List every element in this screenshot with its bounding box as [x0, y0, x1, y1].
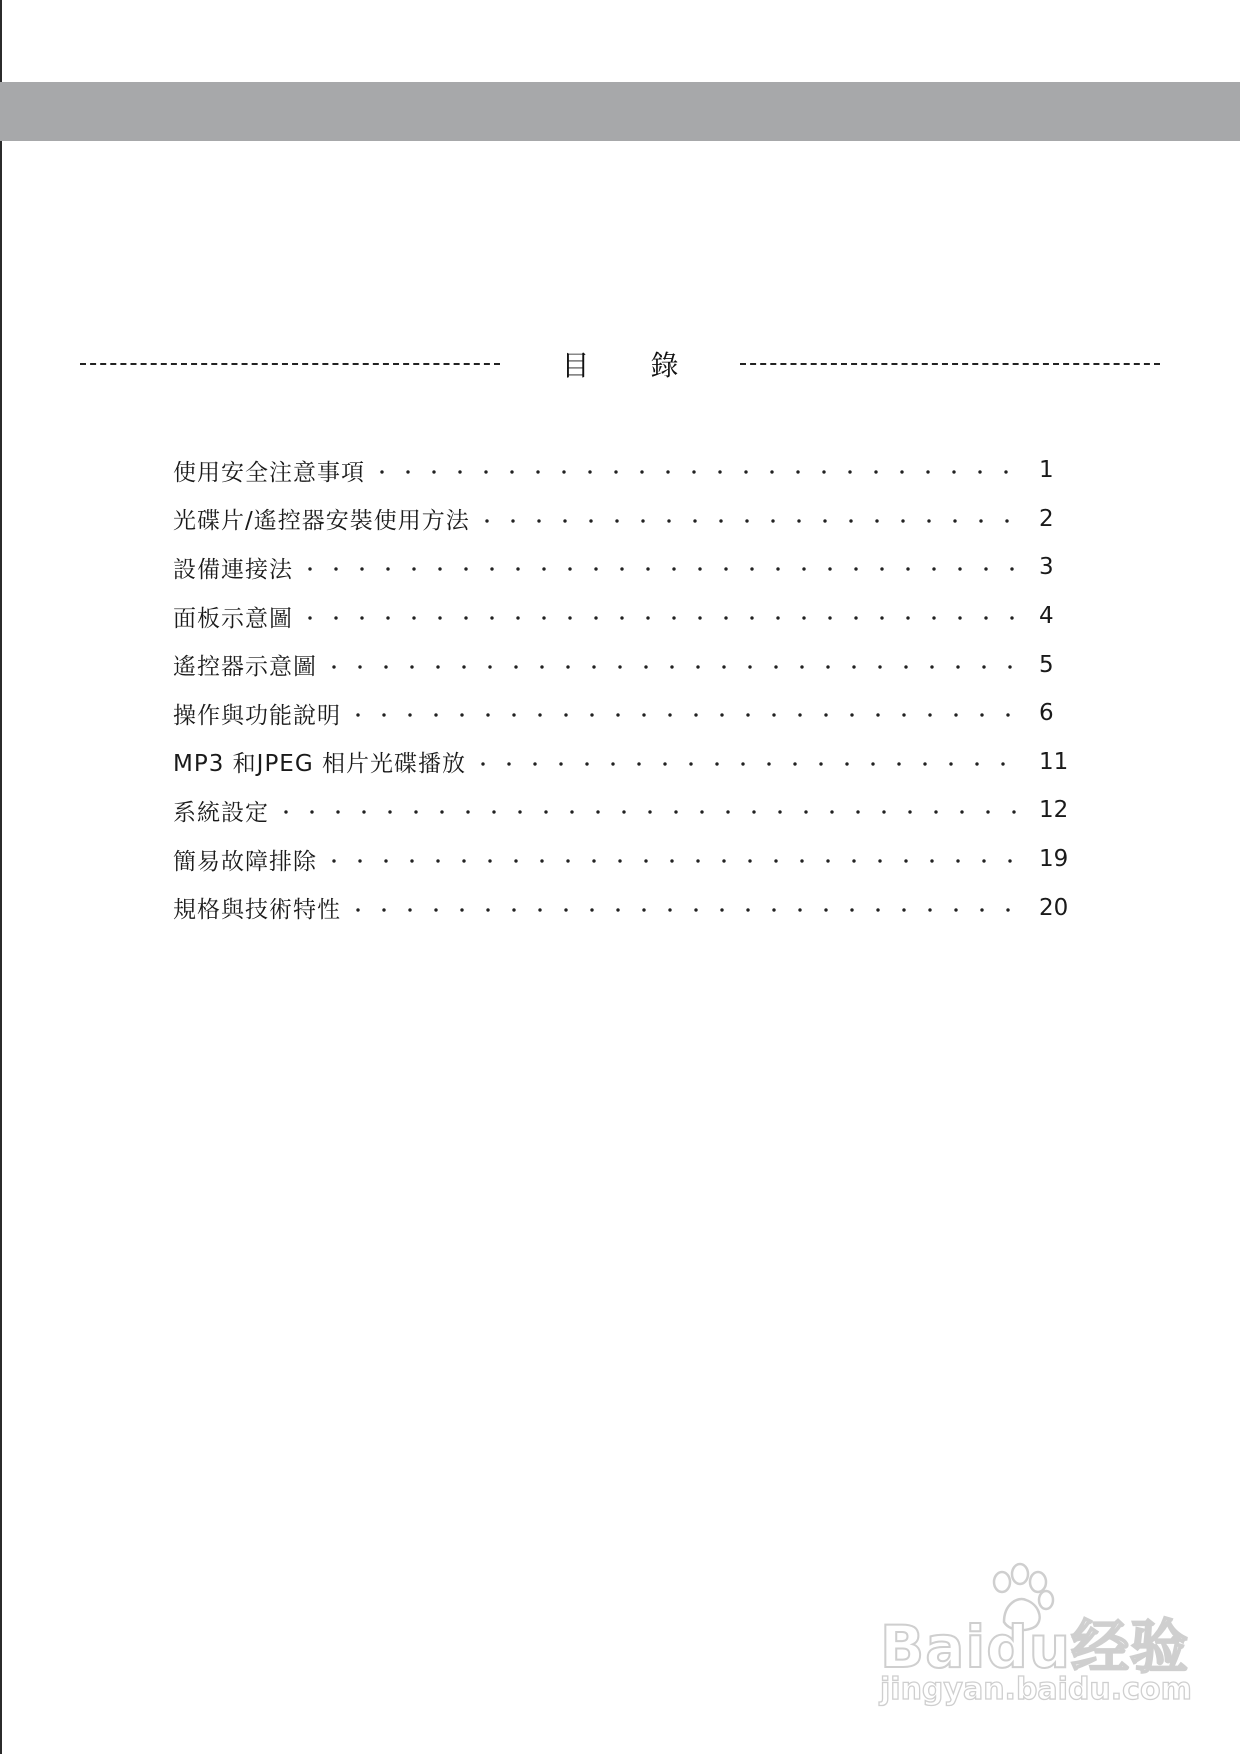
toc-dot-leader: [321, 665, 1027, 669]
toc-entry: [173, 835, 1083, 884]
title-dash-left: [80, 363, 500, 365]
toc-entry-page: 2: [1039, 505, 1054, 532]
toc-entry: [173, 883, 1083, 932]
toc-entry: [173, 689, 1083, 738]
toc-entry-label: 光碟片/遙控器安裝使用方法: [173, 508, 470, 535]
toc-title-row: [80, 340, 1160, 388]
toc-entry-label: 簡易故障排除: [173, 848, 317, 875]
watermark-url: jingyan.baidu.com: [880, 1672, 1192, 1707]
toc-entry-label: MP3 和JPEG 相片光碟播放: [173, 751, 466, 778]
toc-list: [173, 446, 1083, 932]
toc-entry: [173, 738, 1083, 787]
toc-entry: [173, 640, 1083, 689]
toc-entry: [173, 495, 1083, 544]
toc-dot-leader: [321, 859, 1027, 863]
toc-dot-leader: [345, 713, 1027, 717]
toc-entry-page: 3: [1039, 554, 1054, 581]
title-dash-right: [740, 363, 1160, 365]
toc-title: 目 錄: [561, 349, 705, 382]
toc-dot-leader: [297, 567, 1027, 571]
toc-dot-leader: [273, 810, 1027, 814]
toc-entry-label: 規格與技術特性: [173, 897, 341, 924]
toc-dot-leader: [297, 616, 1027, 620]
toc-dot-leader: [470, 762, 1027, 766]
toc-entry: [173, 592, 1083, 641]
watermark-brand: Baidu经验: [880, 1613, 1190, 1681]
toc-entry-label: 使用安全注意事項: [173, 459, 365, 486]
toc-entry-page: 19: [1039, 846, 1069, 873]
toc-entry-label: 面板示意圖: [173, 605, 293, 632]
toc-dot-leader: [369, 470, 1027, 474]
header-band: [0, 82, 1240, 141]
toc-entry-label: 系統設定: [173, 799, 269, 826]
toc-entry-page: 1: [1039, 457, 1054, 484]
toc-entry-label: 操作與功能說明: [173, 702, 341, 729]
toc-entry-page: 4: [1039, 603, 1054, 630]
toc-entry: [173, 543, 1083, 592]
toc-entry-page: 5: [1039, 651, 1054, 678]
toc-entry-page: 11: [1039, 748, 1069, 775]
toc-entry: [173, 786, 1083, 835]
toc-entry-page: 6: [1039, 700, 1054, 727]
toc-entry-label: 設備連接法: [173, 556, 293, 583]
toc-entry-label: 遙控器示意圖: [173, 654, 317, 681]
toc-entry-page: 12: [1039, 797, 1069, 824]
toc-entry: [173, 446, 1083, 495]
toc-dot-leader: [474, 519, 1027, 523]
toc-entry-page: 20: [1039, 894, 1069, 921]
page-left-rule: [0, 0, 2, 1754]
toc-dot-leader: [345, 908, 1027, 912]
watermark: [880, 1560, 1192, 1710]
